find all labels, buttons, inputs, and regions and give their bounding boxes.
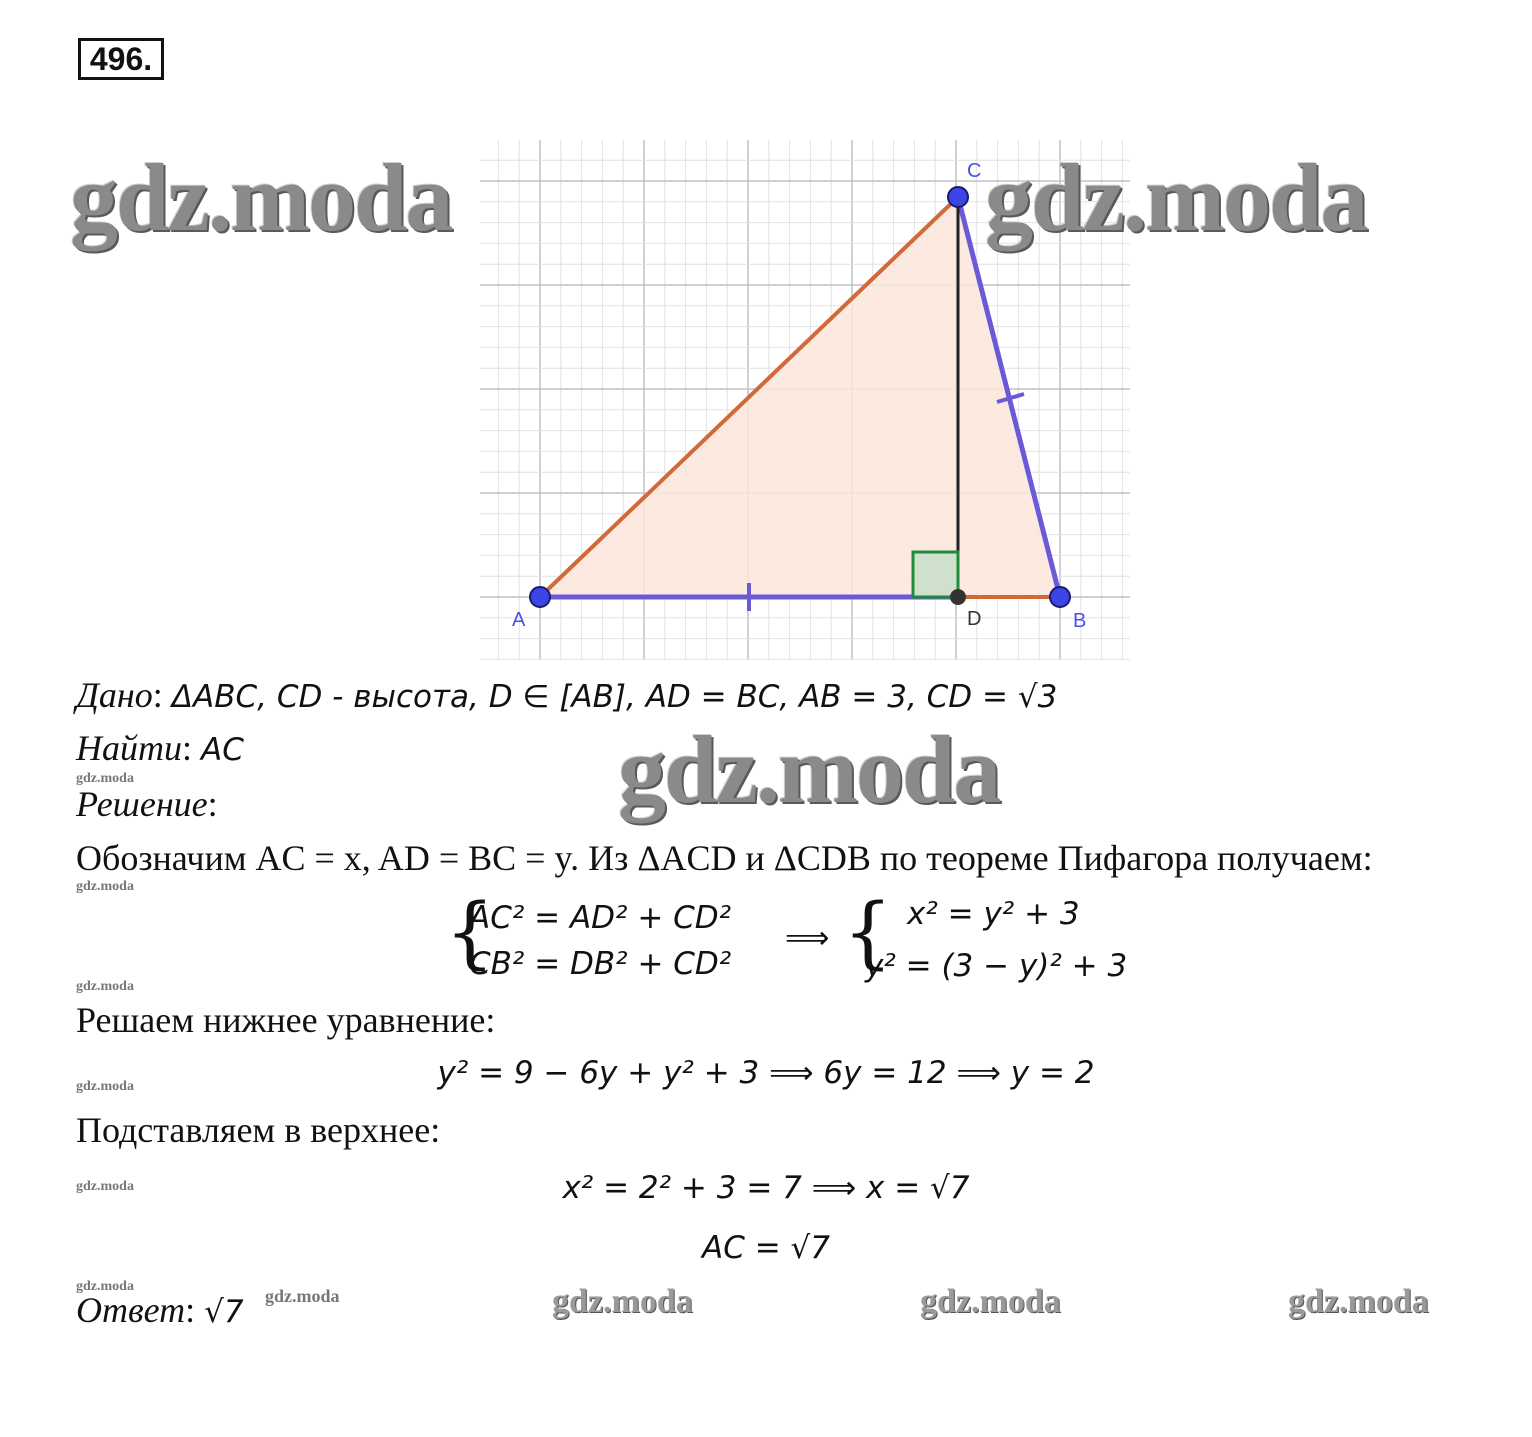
system-left-1: AC² = AD² + CD² [469,900,732,936]
solution-label: Решение [76,784,208,824]
point-c [948,187,968,207]
watermark: gdz.moda [76,771,134,786]
watermark: gdz.moda [76,979,134,994]
watermark: gdz.moda [265,1286,340,1306]
right-angle-marker [913,552,958,597]
answer-line: Ответ: √7 [76,1290,244,1330]
implies-arrow: ⟹ [785,920,830,956]
given-line: Дано: ΔABC, CD - высота, D ∈ [AB], AD = BC, AB = 3, CD = √3 [76,675,1058,715]
watermark: gdz.moda [76,1079,134,1094]
watermark: gdz.moda [985,144,1367,251]
left-brace: { [445,888,495,978]
equation-lower: y² = 9 − 6y + y² + 3 ⟹ 6y = 12 ⟹ y = 2 [437,1055,1095,1091]
point-a [530,587,550,607]
watermark: gdz.moda [76,1179,134,1194]
right-brace: { [843,888,893,978]
substitute-text: Подставляем в верхнее: [76,1110,441,1150]
watermark: gdz.moda [618,716,1000,823]
equation-system [445,890,1185,990]
watermark: gdz.moda [76,1279,134,1294]
watermark: gdz.moda [1288,1283,1429,1320]
watermark: gdz.moda [920,1283,1061,1320]
answer-value: √7 [204,1294,244,1330]
find-text: AC [201,732,244,768]
point-d [950,589,966,605]
watermark: gdz.moda [552,1283,693,1320]
problem-number: 496. [78,38,164,80]
system-right-1: x² = y² + 3 [907,896,1080,932]
intro-text: Обозначим AC = x, AD = BC = y. Из ΔACD и ΔCDB по теореме Пифагора получаем: [76,838,1373,878]
solve-lower-text: Решаем нижнее уравнение: [76,1000,496,1040]
find-line: Найти: AC [76,728,244,768]
given-text: ΔABC, CD - высота, D ∈ [AB], AD = BC, AB = 3, CD = √3 [171,679,1058,715]
system-left-2: CB² = DB² + CD² [469,946,732,982]
watermark: gdz.moda [70,144,452,251]
label-b: B [1073,610,1087,632]
label-a: A [512,609,526,631]
equation-upper: x² = 2² + 3 = 7 ⟹ x = √7 [562,1170,970,1206]
answer-label: Ответ [76,1290,186,1330]
label-c: C [967,160,982,182]
point-b [1050,587,1070,607]
equation-result: AC = √7 [701,1230,830,1266]
solution-line: Решение: [76,784,218,824]
watermark: gdz.moda [76,879,134,894]
find-label: Найти [76,728,182,768]
system-right-2: y² = (3 − y)² + 3 [865,948,1128,984]
given-label: Дано [76,675,153,715]
label-d: D [967,608,982,630]
triangle-fill [540,197,1060,597]
